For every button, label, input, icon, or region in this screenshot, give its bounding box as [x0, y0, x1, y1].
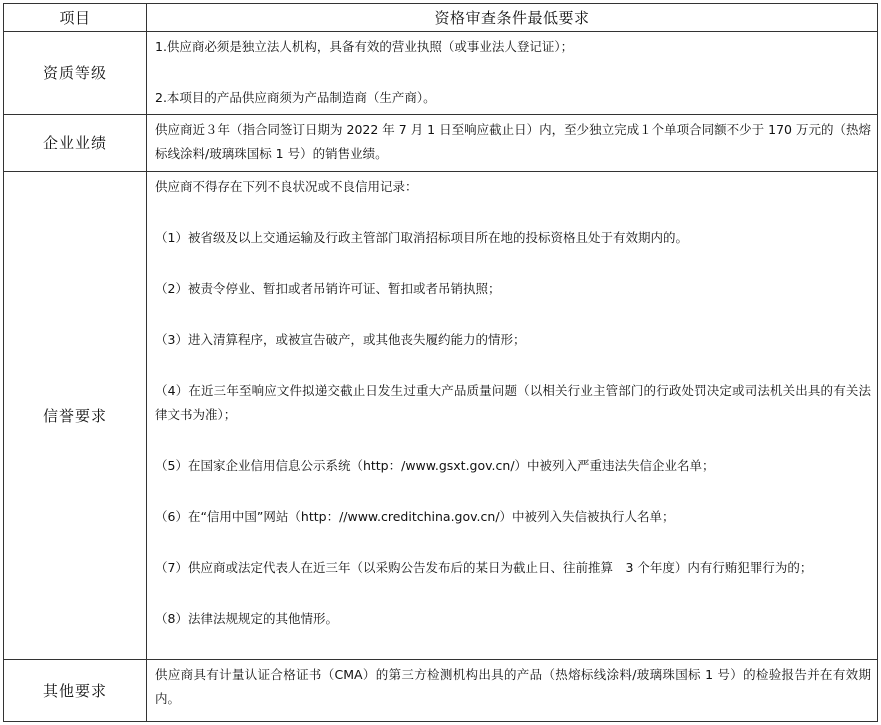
header-item: 项目: [4, 4, 147, 32]
content-line: 1.供应商必须是独立法人机构，具备有效的营业执照（或事业法人登记证）；: [155, 39, 574, 55]
content-line: 2.本项目的产品供应商须为产品制造商（生产商）。: [155, 90, 436, 106]
content-line: （4）在近三年至响应文件拟递交截止日发生过重大产品质量问题（以相关行业主管部门的行政处罚决定或司法机关出具的有关法律文书为准）；: [155, 382, 871, 422]
qualification-table: [3, 3, 878, 722]
row-content: [147, 32, 878, 114]
table-row-other: [4, 659, 878, 721]
content-line: （6）在“信用中国”网站（http：//www.creditchina.gov.cn/）中被列入失信被执行人名单；: [155, 508, 675, 524]
content-line: （5）在国家企业信用信息公示系统（http：/www.gsxt.gov.cn/）中被列入严重违法失信企业名单；: [155, 457, 715, 473]
row-label: 其他要求: [4, 659, 147, 721]
table-row-performance: [4, 114, 878, 171]
row-content: [147, 114, 878, 171]
row-label: 企业业绩: [4, 114, 147, 171]
table-header-row: [4, 4, 878, 32]
content-line: 供应商近３年（指合同签订日期为 2022 年 7 月 1 日至响应截止日）内，至少独立完成１个单项合同额不少于 170 万元的（热熔标线涂料/玻璃珠国标 1 号）的销售业绩。: [155, 121, 871, 161]
content-line: （7）供应商或法定代表人在近三年（以采购公告发布后的某日为截止日、往前推算 3 个年度）内有行贿犯罪行为的；: [155, 559, 813, 575]
content-line: （1）被省级及以上交通运输及行政主管部门取消招标项目所在地的投标资格且处于有效期内的。: [155, 229, 688, 245]
table-row-credit: [4, 171, 878, 659]
content-line: 供应商不得存在下列不良状况或不良信用记录：: [155, 178, 418, 194]
row-label: 资质等级: [4, 32, 147, 114]
content-line: （8）法律法规规定的其他情形。: [155, 610, 338, 626]
content-line: （2）被责令停业、暂扣或者吊销许可证、暂扣或者吊销执照；: [155, 280, 501, 296]
row-label: 信誉要求: [4, 171, 147, 659]
row-content: [147, 171, 878, 659]
header-requirements: 资格审查条件最低要求: [147, 4, 878, 32]
table-row-qualification-level: [4, 32, 878, 114]
content-line: （3）进入清算程序，或被宣告破产，或其他丧失履约能力的情形；: [155, 331, 526, 347]
row-content: [147, 659, 878, 721]
content-line: 供应商具有计量认证合格证书（CMA）的第三方检测机构出具的产品（热熔标线涂料/玻璃珠国标 1 号）的检验报告并在有效期内。: [155, 666, 871, 706]
